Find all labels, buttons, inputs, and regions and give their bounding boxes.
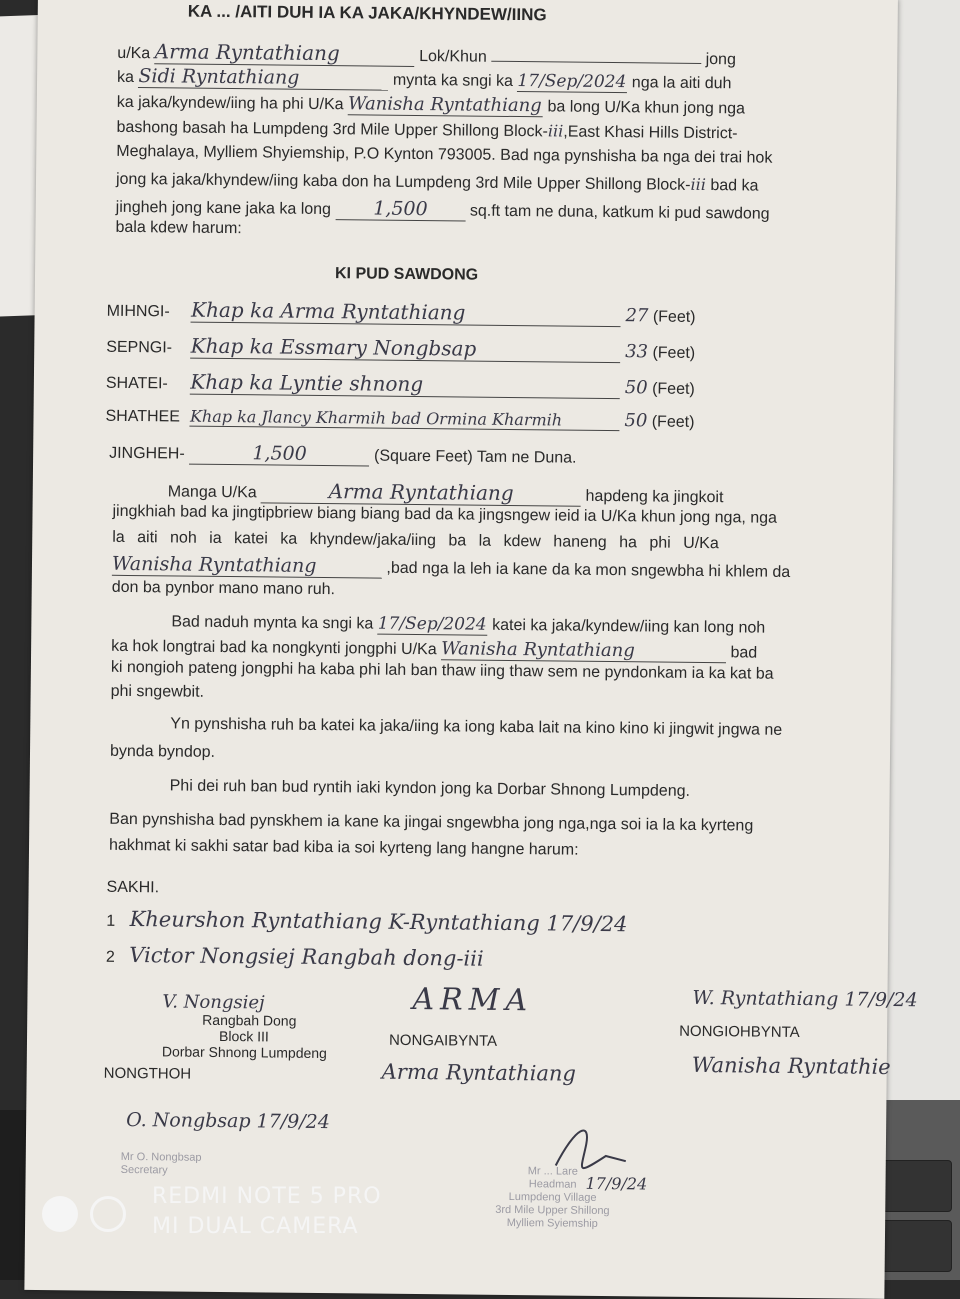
para1-line-3: la aiti noh ia katei ka khyndew/jaka/iing ba la kdew haneng ha phi U/Ka xyxy=(112,528,719,553)
rangbah-block: Block III xyxy=(218,1027,269,1045)
witness-1: 1 Kheurshon Ryntathiang K-Ryntathiang 17/9/24 xyxy=(106,907,628,937)
para1-line-4: Wanisha Ryntathiang ,bad nga la leh ia kane da ka mon sngewbha hi khlem da xyxy=(111,552,791,581)
taker-signature: W. Ryntathiang 17/9/24 xyxy=(692,986,918,1012)
boundary-total: JINGHEH- 1,500 (Square Feet) Tam ne Duna. xyxy=(109,442,577,467)
intro-line-8: bala kdew harum: xyxy=(115,218,242,238)
watermark-line-1: REDMI NOTE 5 PRO xyxy=(152,1184,382,1209)
taker-written-name: Wanisha Ryntathie xyxy=(691,1052,891,1079)
intro-line-2: ka Sidi Ryntathiang mynta ka sngi ka 17/Sep/2024 nga la aiti duh xyxy=(117,65,732,93)
giver-written-name: Arma Ryntathiang xyxy=(381,1059,577,1086)
rangbah-signature: V. Nongsiej xyxy=(162,991,265,1014)
intro-line-3: ka jaka/kyndew/iing ha phi U/Ka Wanisha Ryntathiang ba long U/Ka khun jong nga xyxy=(116,93,746,118)
para3-line-1: Yn pynshisha ruh ba katei ka jaka/iing ka iong kaba lait na kino kino ki jingwit jngwa ne xyxy=(170,715,783,739)
para4: Phi dei ruh ban bud ryntih iaki kyndon jong ka Dorbar Shnong Lumpdeng. xyxy=(169,777,691,800)
witness-title: SAKHI. xyxy=(106,878,160,897)
rangbah-title: Rangbah Dong xyxy=(202,1011,297,1029)
para2-line-3: ki nongioh pateng jongphi ha kaba phi lah ban thaw iing thaw sem ne pyndonkam ia ka kat ba xyxy=(110,658,774,683)
intro-line-1: u/Ka Arma Ryntathiang Lok/Khun jong xyxy=(117,39,736,69)
headman-date: 17/9/24 xyxy=(585,1173,648,1194)
boundary-row-south: SHATHEE Khap ka Jlancy Kharmih bad Ormina Kharmih 50 (Feet) xyxy=(105,406,695,432)
camera-logo-dot xyxy=(42,1196,78,1232)
document-paper xyxy=(24,0,918,1299)
secretary-stamp: Mr O. Nongbsap Secretary xyxy=(120,1150,202,1177)
area-value: 1,500 xyxy=(335,197,465,221)
para3-line-2: bynda byndop. xyxy=(109,742,216,761)
giver-signature: ARMA xyxy=(412,981,534,1019)
para1-line-1: Manga U/Ka Arma Ryntathiang hapdeng ka jingkoit xyxy=(167,479,724,507)
buyer-name: Wanisha Ryntathiang xyxy=(347,93,542,117)
witness-2: 2 Victor Nongsiej Rangbah dong-iii xyxy=(105,943,484,971)
para1-line-2: jingkhiah bad ka jingtipbriew biang biang bad da ka jingsngew ieid ia U/Ka khun jong nga, nga xyxy=(112,502,778,527)
document-header: KA ... /AITI DUH IA KA JAKA/KHYNDEW/IING xyxy=(187,1,547,25)
para2-line-1: Bad naduh mynta ka sngi ka 17/Sep/2024 katei ka jaka/kyndew/iing kan long noh xyxy=(171,613,766,637)
rangbah-dorbar: Dorbar Shnong Lumpdeng xyxy=(161,1043,327,1062)
intro-line-4: bashong basah ha Lumpdeng 3rd Mile Upper Shillong Block-iii,East Khasi Hills District- xyxy=(116,118,738,143)
para5-line-2: hakhmat ki sakhi satar bad kiba ia soi kyrteng lang hangne harum: xyxy=(108,836,579,859)
intro-line-5: Meghalaya, Mylliem Shyiemship, P.O Kynton 793005. Bad nga pynshisha ba nga dei trai hok xyxy=(116,142,773,167)
boundary-row-north: SHATEI- Khap ka Lyntie shnong 50 (Feet) xyxy=(105,369,695,399)
witness-2-signature: Victor Nongsiej Rangbah dong-iii xyxy=(129,943,484,971)
writer-label: NONGTHOH xyxy=(103,1064,192,1083)
date: 17/Sep/2024 xyxy=(517,71,627,93)
intro-line-7: jingheh jong kane jaka ka long 1,500 sq.ft tam ne duna, katkum ki pud sawdong xyxy=(115,197,770,223)
boundary-row-east: MIHNGI- Khap ka Arma Ryntathiang 27 (Feet) xyxy=(106,297,696,327)
giver-name: Arma Ryntathiang xyxy=(155,39,415,67)
parent-name: Sidi Ryntathiang xyxy=(138,65,388,91)
witness-1-signature: Kheurshon Ryntathiang K-Ryntathiang 17/9/24 xyxy=(129,907,628,937)
intro-line-6: jong ka jaka/khyndew/iing kaba don ha Lumpdeng 3rd Mile Upper Shillong Block-iii bad ka xyxy=(115,170,759,195)
taker-label: NONGIOHBYNTA xyxy=(679,1022,800,1042)
giver-label: NONGAIBYNTA xyxy=(388,1031,498,1050)
para5-line-1: Ban pynshisha bad pynskhem ia kane ka jingai sngewbha jong nga,nga soi ia la ka kyrteng xyxy=(109,810,754,835)
para2-line-4: phi sngewbit. xyxy=(110,682,205,701)
secretary-signature: O. Nongbsap 17/9/24 xyxy=(126,1108,330,1134)
para1-line-5: don ba pynbor mano mano ruh. xyxy=(111,578,336,599)
camera-logo-ring xyxy=(90,1196,126,1232)
boundary-title: KI PUD SAWDONG xyxy=(334,265,479,284)
headman-stamp: Mr ... Lare Headman Lumpdeng Village 3rd Mile Upper Shillong Mylliem Syiemship xyxy=(495,1165,610,1230)
watermark-line-2: MI DUAL CAMERA xyxy=(152,1214,359,1239)
boundary-row-west: SEPNGI- Khap ka Essmary Nongbsap 33 (Feet) xyxy=(106,333,696,363)
para2-line-2: ka hok longtrai bad ka nongkynti jongphi U/Ka Wanisha Ryntathiang bad xyxy=(111,637,758,662)
